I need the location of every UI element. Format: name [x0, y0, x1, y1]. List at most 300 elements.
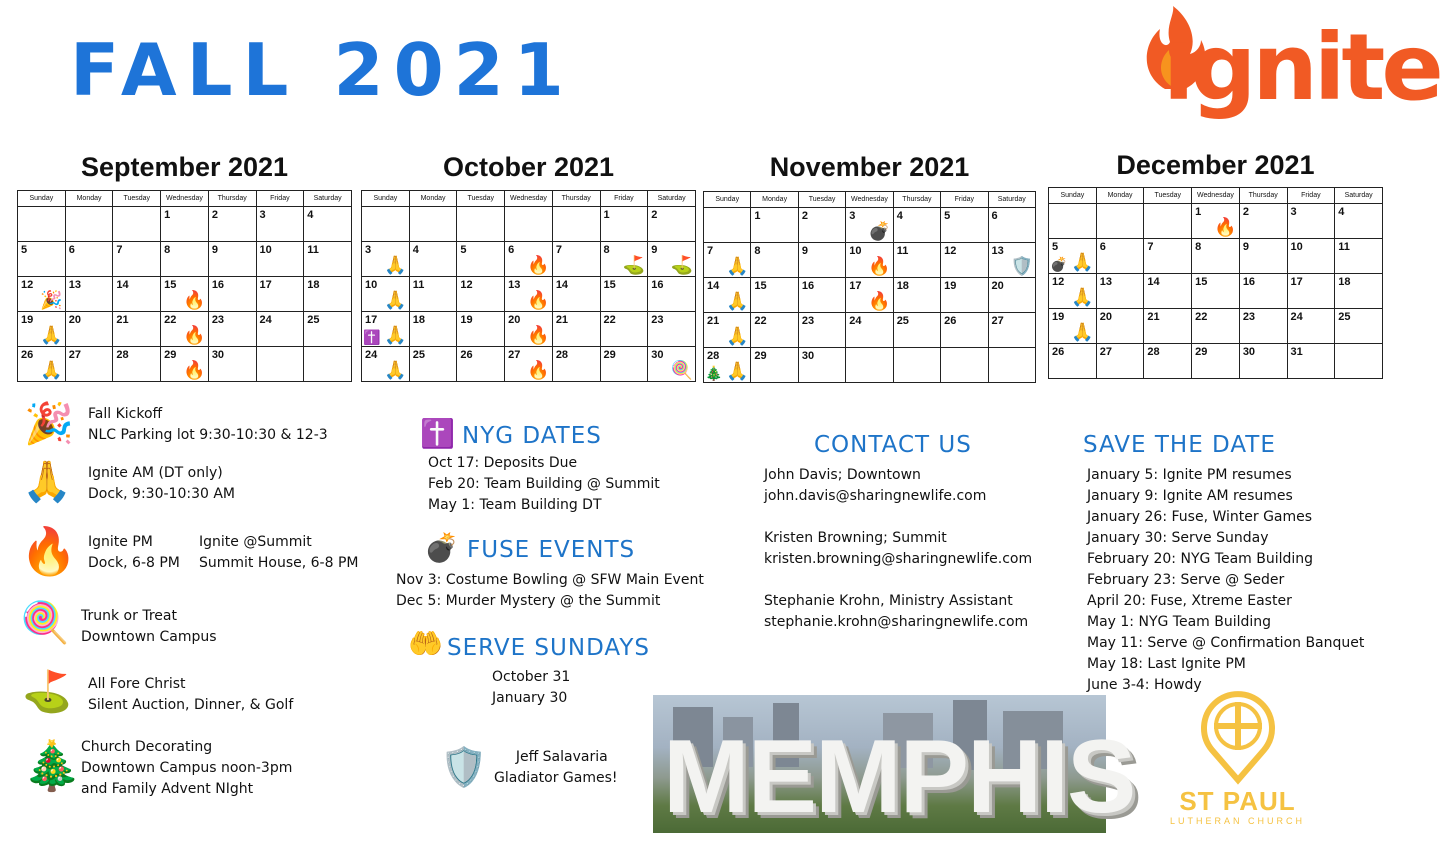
event-icon: 🙏: [384, 290, 407, 311]
list-line[interactable]: Dec 5: Murder Mystery @ the Summit: [396, 593, 661, 609]
calendar-grid: [361, 190, 696, 382]
day-number: 20: [1099, 311, 1112, 323]
day-cell: [1239, 204, 1287, 239]
day-cell: [1049, 344, 1097, 379]
legend-all-fore-christ: [88, 674, 293, 716]
weekday-header: Tuesday: [457, 191, 505, 207]
day-cell: [362, 312, 410, 347]
day-cell: [1335, 309, 1383, 344]
day-cell: [751, 243, 798, 278]
day-number: 3: [365, 244, 372, 256]
list-line: May 1: Team Building DT: [428, 497, 602, 513]
list-line: May 18: Last Ignite PM: [1087, 656, 1246, 672]
legend-kickoff-title: Fall Kickoff: [88, 406, 163, 422]
legend-kickoff-detail: NLC Parking lot 9:30-10:30 & 12-3: [88, 427, 328, 443]
day-cell: [256, 242, 304, 277]
day-cell: [1049, 239, 1097, 274]
day-cell: [1144, 309, 1192, 344]
day-cell: [18, 207, 66, 242]
day-number: 10: [1290, 241, 1303, 253]
list-line: February 20: NYG Team Building: [1087, 551, 1314, 567]
day-cell: [704, 348, 751, 383]
day-cell: [648, 242, 696, 277]
day-cell: [1287, 344, 1335, 379]
day-cell: [552, 207, 600, 242]
weekday-header: Sunday: [704, 192, 751, 208]
ignite-logo: [1135, 4, 1440, 144]
day-number: 19: [21, 314, 34, 326]
day-number: 13: [1099, 276, 1112, 288]
day-cell: [893, 313, 940, 348]
day-cell: [798, 348, 845, 383]
list-line: January 9: Ignite AM resumes: [1087, 488, 1293, 504]
day-cell: [1096, 309, 1144, 344]
weekday-header: Monday: [65, 191, 113, 207]
day-number: 3: [849, 210, 856, 222]
day-cell: [256, 312, 304, 347]
weekday-header: Saturday: [304, 191, 352, 207]
event-icon: 🙏: [40, 360, 63, 381]
gladiator-line-1: Jeff Salavaria: [515, 749, 608, 765]
day-number: 6: [991, 210, 998, 222]
legend-summit-title: Ignite @Summit: [199, 534, 312, 550]
day-cell: [161, 242, 209, 277]
day-number: 18: [896, 280, 909, 292]
day-number: 6: [508, 244, 515, 256]
weekday-header: Thursday: [893, 192, 940, 208]
day-cell: [1144, 344, 1192, 379]
day-number: 10: [259, 244, 272, 256]
day-cell: [457, 242, 505, 277]
day-number: 22: [164, 314, 177, 326]
day-number: 20: [68, 314, 81, 326]
day-cell: [941, 313, 988, 348]
day-number: 11: [412, 279, 425, 291]
day-number: 5: [1052, 241, 1059, 253]
day-cell: [846, 313, 893, 348]
day-cell: [1049, 274, 1097, 309]
day-number: 21: [555, 314, 569, 326]
list-line[interactable]: Nov 3: Costume Bowling @ SFW Main Event: [396, 572, 704, 588]
event-icon: 🙏: [1071, 252, 1094, 273]
day-number: 19: [460, 314, 473, 326]
gladiator-icon: 🛡️: [440, 745, 488, 789]
weekday-header: Friday: [256, 191, 304, 207]
calendar-november: [703, 152, 1036, 392]
contact-list: [764, 465, 1032, 633]
event-icon: 🙏: [1071, 322, 1094, 343]
list-line[interactable]: kristen.browning@sharingnewlife.com: [764, 551, 1033, 567]
day-cell: [1239, 344, 1287, 379]
weekday-header: Sunday: [18, 191, 66, 207]
day-cell: [362, 207, 410, 242]
weekday-header: Thursday: [552, 191, 600, 207]
day-cell: [1335, 274, 1383, 309]
day-cell: [600, 312, 648, 347]
day-cell: [18, 277, 66, 312]
day-cell: [208, 312, 256, 347]
day-number: 7: [555, 244, 562, 256]
day-number: 4: [307, 209, 314, 221]
day-cell: [893, 348, 940, 383]
day-cell: [941, 243, 988, 278]
church-subtitle: LUTHERAN CHURCH: [1169, 816, 1305, 826]
day-number: 9: [211, 244, 218, 256]
day-cell: [1239, 309, 1287, 344]
nyg-list: [428, 453, 660, 516]
day-cell: [648, 347, 696, 382]
day-number: 2: [801, 210, 808, 222]
event-icon: 🙏: [40, 325, 63, 346]
day-number: 26: [21, 349, 34, 361]
day-number: 30: [211, 349, 225, 361]
day-number: 17: [365, 314, 378, 326]
event-icon: 🔥: [183, 325, 206, 346]
day-number: 24: [259, 314, 272, 326]
list-line: January 30: Serve Sunday: [1087, 530, 1269, 546]
list-line[interactable]: john.davis@sharingnewlife.com: [764, 488, 987, 504]
day-cell: [505, 347, 553, 382]
save-the-date-heading: SAVE THE DATE: [1083, 432, 1276, 458]
day-number: 28: [116, 349, 129, 361]
day-cell: [988, 348, 1035, 383]
day-cell: [161, 347, 209, 382]
day-number: 20: [991, 280, 1004, 292]
day-cell: [988, 313, 1035, 348]
day-number: 3: [259, 209, 266, 221]
legend-am-detail: Dock, 9:30-10:30 AM: [88, 486, 235, 502]
event-icon: 🙏: [384, 255, 407, 276]
weekday-header: Thursday: [1239, 188, 1287, 204]
page-title: FALL 2021: [70, 28, 574, 112]
weekday-header: Sunday: [1049, 188, 1097, 204]
ignite-logo-text: ignite: [1163, 14, 1440, 121]
day-number: 16: [801, 280, 815, 292]
day-number: 1: [164, 209, 171, 221]
day-cell: [1096, 344, 1144, 379]
day-cell: [65, 312, 113, 347]
day-cell: [751, 313, 798, 348]
day-cell: [304, 207, 352, 242]
day-number: 14: [555, 279, 569, 291]
event-icon: 🙏: [726, 256, 749, 277]
day-cell: [256, 347, 304, 382]
day-number: 30: [801, 350, 815, 362]
weekday-header: Thursday: [208, 191, 256, 207]
day-number: 9: [1242, 241, 1249, 253]
day-cell: [113, 277, 161, 312]
day-number: 9: [801, 245, 808, 257]
calendar-grid: [17, 190, 352, 382]
list-line: June 3-4: Howdy: [1087, 677, 1202, 693]
day-cell: [65, 207, 113, 242]
event-icon: 🎉: [40, 290, 63, 311]
day-cell: [704, 278, 751, 313]
list-line: [764, 570, 1032, 591]
event-icon: 🔥: [527, 255, 550, 276]
month-title: October 2021: [442, 152, 615, 182]
day-cell: [988, 278, 1035, 313]
day-number: 12: [21, 279, 34, 291]
list-line[interactable]: May 11: Serve @ Confirmation Banquet: [1087, 635, 1365, 651]
list-line: January 26: Fuse, Winter Games: [1087, 509, 1313, 525]
day-cell: [18, 347, 66, 382]
weekday-header: Monday: [751, 192, 798, 208]
day-cell: [1192, 344, 1240, 379]
day-number: 26: [460, 349, 473, 361]
day-cell: [751, 278, 798, 313]
day-number: 2: [1242, 206, 1249, 218]
day-number: 26: [1052, 346, 1065, 358]
list-line: Kristen Browning; Summit: [764, 530, 947, 546]
day-number: 4: [412, 244, 419, 256]
legend-trunk-or-treat: [81, 606, 217, 648]
day-cell: [18, 242, 66, 277]
day-cell: [505, 207, 553, 242]
weekday-header: Monday: [409, 191, 457, 207]
day-cell: [1287, 309, 1335, 344]
list-line: October 31: [492, 669, 571, 685]
day-cell: [798, 313, 845, 348]
day-number: 14: [707, 280, 720, 292]
weekday-header: Friday: [941, 192, 988, 208]
day-cell: [1239, 239, 1287, 274]
day-cell: [1144, 204, 1192, 239]
day-cell: [505, 277, 553, 312]
day-cell: [1096, 274, 1144, 309]
day-number: 2: [211, 209, 218, 221]
day-cell: [704, 208, 751, 243]
day-cell: [1287, 239, 1335, 274]
day-number: 7: [707, 245, 714, 257]
list-line: January 30: [492, 690, 568, 706]
day-cell: [600, 242, 648, 277]
day-number: 30: [1242, 346, 1256, 358]
day-number: 27: [68, 349, 81, 361]
event-icon: 🔥: [183, 290, 206, 311]
weekday-header: Wednesday: [1192, 188, 1240, 204]
month-title: November 2021: [769, 152, 970, 182]
day-number: 7: [116, 244, 123, 256]
legend-tree-detail: Downtown Campus noon-3pm: [81, 760, 293, 776]
day-cell: [798, 243, 845, 278]
legend-ignite-am: [88, 463, 235, 505]
golf-flag-icon: ⛳: [22, 669, 72, 715]
day-number: 20: [508, 314, 521, 326]
legend-ignite-pm: [88, 532, 180, 574]
day-number: 2: [651, 209, 658, 221]
day-number: 15: [1195, 276, 1208, 288]
cross-icon: ✝️: [420, 417, 455, 450]
day-cell: [704, 313, 751, 348]
day-cell: [1192, 239, 1240, 274]
day-number: 1: [754, 210, 761, 222]
gladiator-note: [494, 747, 618, 789]
day-cell: [65, 277, 113, 312]
event-icon: 🍭: [670, 360, 693, 381]
event-icon: 🔥: [183, 360, 206, 381]
legend-trunk-title: Trunk or Treat: [81, 608, 177, 624]
day-cell: [552, 347, 600, 382]
day-number: 13: [991, 245, 1004, 257]
day-cell: [552, 312, 600, 347]
day-cell: [1144, 239, 1192, 274]
day-cell: [304, 277, 352, 312]
list-line: May 1: NYG Team Building: [1087, 614, 1272, 630]
day-number: 26: [944, 315, 957, 327]
weekday-header: Saturday: [1335, 188, 1383, 204]
day-number: 1: [1195, 206, 1202, 218]
day-number: 28: [707, 350, 720, 362]
day-number: 24: [1290, 311, 1303, 323]
day-cell: [1096, 204, 1144, 239]
event-icon: 💣: [1050, 257, 1068, 273]
day-number: 31: [1290, 346, 1303, 358]
contact-heading: CONTACT US: [814, 432, 972, 458]
event-icon: 🔥: [868, 291, 891, 312]
event-icon: 🔥: [868, 256, 891, 277]
day-cell: [846, 243, 893, 278]
party-popper-icon: 🎉: [24, 401, 74, 447]
event-icon: 🔥: [1214, 217, 1237, 238]
day-number: 12: [944, 245, 957, 257]
calendar-october: [361, 152, 696, 392]
event-icon: 🔥: [527, 360, 550, 381]
day-cell: [988, 243, 1035, 278]
day-cell: [18, 312, 66, 347]
day-number: 30: [651, 349, 664, 361]
day-cell: [362, 277, 410, 312]
gladiator-line-2: Gladiator Games!: [494, 770, 618, 786]
day-number: 15: [603, 279, 616, 291]
christmas-tree-icon: 🎄: [22, 738, 82, 794]
day-number: 22: [754, 315, 767, 327]
list-line[interactable]: stephanie.krohn@sharingnewlife.com: [764, 614, 1029, 630]
day-cell: [113, 242, 161, 277]
day-number: 6: [68, 244, 75, 256]
day-cell: [941, 348, 988, 383]
weekday-header: Tuesday: [113, 191, 161, 207]
day-number: 23: [1242, 311, 1256, 323]
st-paul-cross-icon: [1198, 688, 1278, 783]
day-cell: [409, 277, 457, 312]
list-line[interactable]: February 23: Serve @ Seder: [1087, 572, 1285, 588]
day-number: 9: [651, 244, 658, 256]
day-number: 27: [508, 349, 521, 361]
lollipop-icon: 🍭: [20, 600, 70, 646]
day-cell: [161, 312, 209, 347]
day-cell: [1287, 274, 1335, 309]
day-number: 28: [1147, 346, 1160, 358]
day-number: 8: [164, 244, 171, 256]
save-the-date-list: [1087, 465, 1364, 696]
day-cell: [1335, 204, 1383, 239]
day-cell: [161, 277, 209, 312]
day-cell: [988, 208, 1035, 243]
day-number: 7: [1147, 241, 1154, 253]
fire-icon: 🔥: [20, 524, 78, 578]
day-cell: [304, 312, 352, 347]
day-number: 25: [412, 349, 425, 361]
day-cell: [552, 277, 600, 312]
day-cell: [256, 207, 304, 242]
day-number: 1: [603, 209, 610, 221]
day-number: 29: [1195, 346, 1208, 358]
event-icon: 🔥: [527, 290, 550, 311]
day-cell: [941, 278, 988, 313]
day-cell: [113, 312, 161, 347]
day-cell: [1335, 239, 1383, 274]
day-number: 5: [460, 244, 467, 256]
legend-church-decorating: [81, 737, 292, 800]
weekday-header: Saturday: [648, 191, 696, 207]
day-cell: [362, 242, 410, 277]
day-cell: [208, 242, 256, 277]
event-icon: 💣: [868, 221, 891, 242]
day-cell: [409, 312, 457, 347]
serving-hands-icon: 🤲: [408, 627, 443, 660]
day-cell: [208, 347, 256, 382]
day-number: 18: [412, 314, 425, 326]
day-number: 23: [651, 314, 664, 326]
list-line[interactable]: Feb 20: Team Building @ Summit: [428, 476, 660, 492]
day-number: 5: [21, 244, 28, 256]
day-cell: [505, 312, 553, 347]
day-cell: [65, 242, 113, 277]
serve-list: [492, 667, 570, 709]
day-cell: [941, 208, 988, 243]
day-number: 24: [849, 315, 862, 327]
legend-golf-title: All Fore Christ: [88, 676, 186, 692]
event-icon: 🎄: [705, 366, 723, 382]
day-number: 17: [259, 279, 272, 291]
day-number: 3: [1290, 206, 1297, 218]
list-line: [764, 507, 1032, 528]
weekday-header: Wednesday: [161, 191, 209, 207]
weekday-header: Tuesday: [798, 192, 845, 208]
event-icon: 🙏: [384, 360, 407, 381]
event-icon: ✝️: [363, 330, 381, 346]
day-number: 19: [944, 280, 957, 292]
day-number: 21: [1147, 311, 1160, 323]
legend-trunk-detail: Downtown Campus: [81, 629, 217, 645]
day-cell: [846, 348, 893, 383]
month-title: December 2021: [1116, 150, 1315, 180]
day-number: 15: [164, 279, 177, 291]
day-number: 21: [707, 315, 720, 327]
day-cell: [256, 277, 304, 312]
day-number: 25: [307, 314, 320, 326]
day-number: 11: [896, 245, 909, 257]
event-icon: 🙏: [726, 326, 749, 347]
day-number: 29: [603, 349, 616, 361]
memphis-photo: [653, 695, 1135, 835]
day-cell: [409, 207, 457, 242]
day-cell: [751, 208, 798, 243]
day-cell: [304, 347, 352, 382]
day-number: 6: [1099, 241, 1106, 253]
day-cell: [798, 208, 845, 243]
day-cell: [893, 208, 940, 243]
list-line: January 5: Ignite PM resumes: [1087, 467, 1292, 483]
day-number: 13: [508, 279, 521, 291]
day-cell: [457, 277, 505, 312]
legend-tree-detail-2: and Family Advent NIght: [81, 781, 254, 797]
weekday-header: Wednesday: [505, 191, 553, 207]
day-number: 16: [1242, 276, 1256, 288]
event-icon: 🛡️: [1010, 256, 1033, 277]
day-cell: [1335, 344, 1383, 379]
